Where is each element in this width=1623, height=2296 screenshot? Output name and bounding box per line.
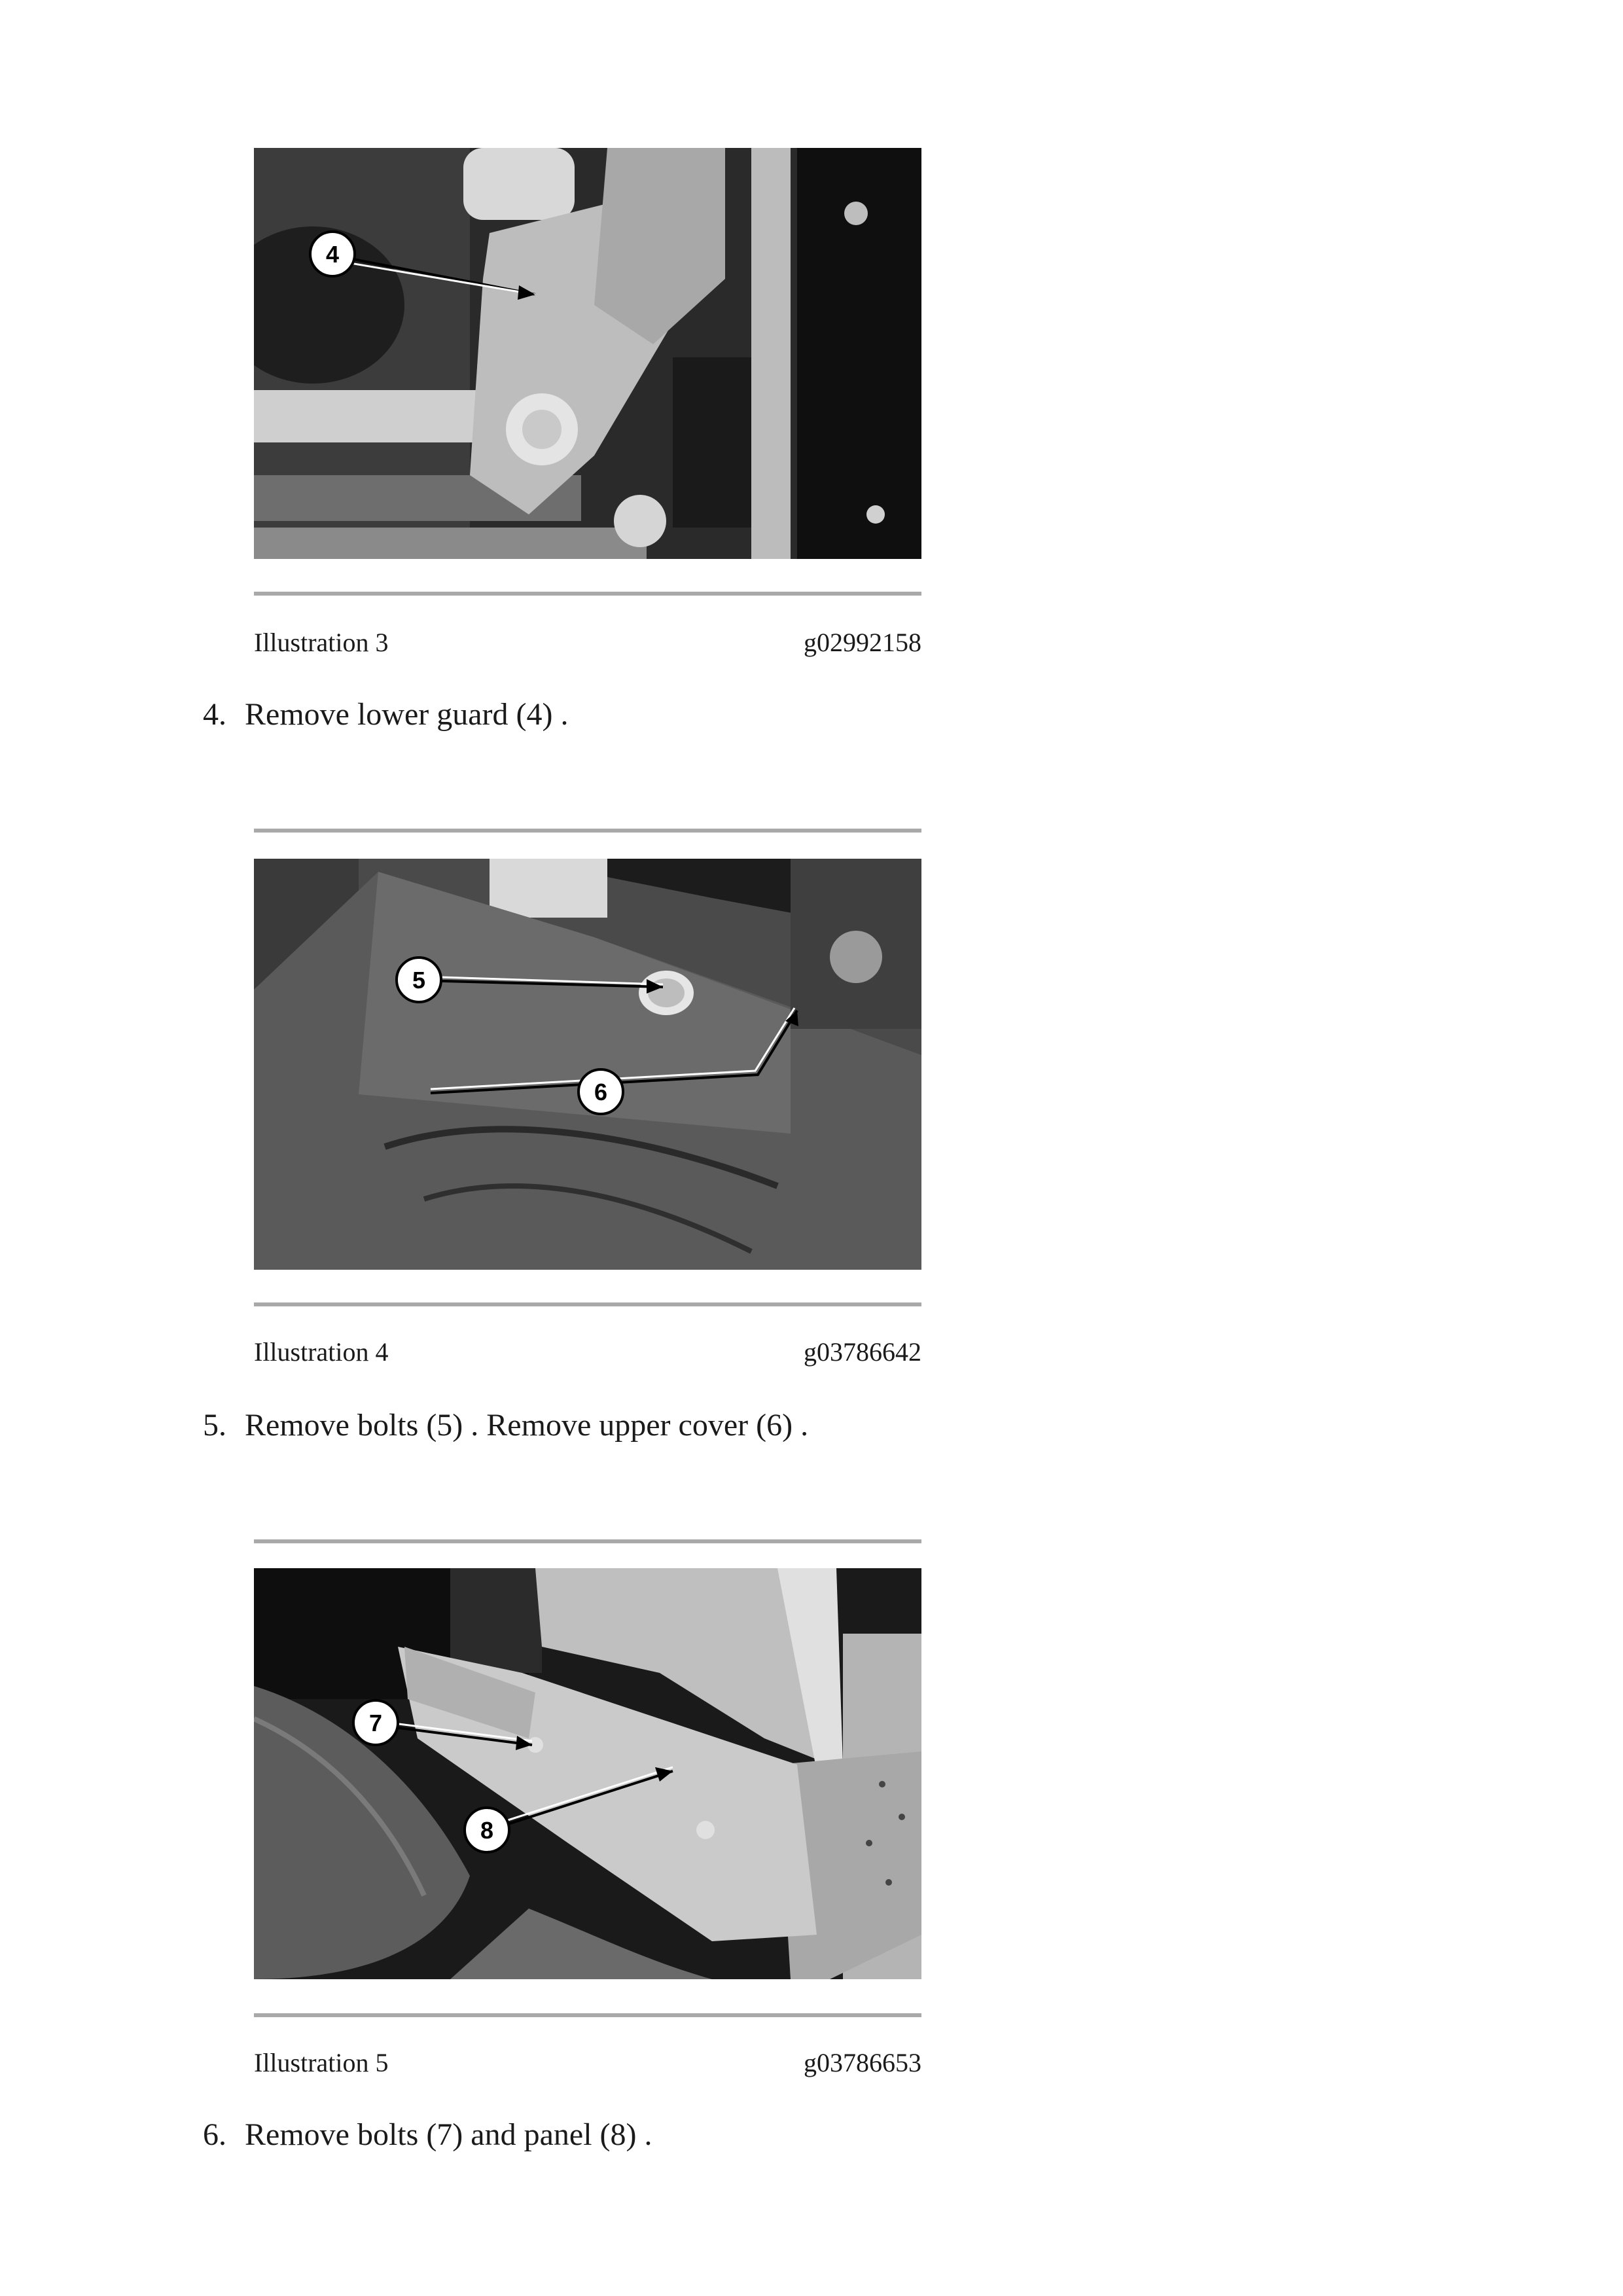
illustration-4-rule xyxy=(254,1302,921,1306)
step-5-number: 5. xyxy=(203,1408,226,1443)
illustration-3-code: g02992158 xyxy=(804,628,921,657)
illustration-5-photo xyxy=(254,1568,921,1979)
step-6-number: 6. xyxy=(203,2117,226,2152)
illustration-5-top-rule xyxy=(254,1539,921,1543)
illustration-5-code: g03786653 xyxy=(804,2048,921,2077)
illustration-3-photo xyxy=(254,148,921,559)
illustration-3-rule xyxy=(254,592,921,596)
callout-7-badge xyxy=(353,1700,398,1745)
illustration-5-rule xyxy=(254,2013,921,2017)
step-6-text: Remove bolts (7) and panel (8) . xyxy=(245,2117,652,2152)
illustration-3-label: Illustration 3 xyxy=(254,628,389,657)
step-4 xyxy=(203,696,569,733)
step-4-number: 4. xyxy=(203,697,226,732)
callout-7-label: 7 xyxy=(368,1710,383,1736)
callout-8-badge xyxy=(465,1808,509,1852)
step-5 xyxy=(203,1407,808,1444)
callout-5-label: 5 xyxy=(412,967,426,994)
callout-6-badge xyxy=(579,1069,623,1114)
callout-5-badge xyxy=(397,958,441,1002)
illustration-4-code: g03786642 xyxy=(804,1337,921,1367)
callout-4-badge xyxy=(310,232,355,276)
callout-6-label: 6 xyxy=(594,1079,608,1105)
illustration-4-top-rule xyxy=(254,829,921,833)
step-5-text: Remove bolts (5) . Remove upper cover (6) . xyxy=(245,1408,809,1443)
illustration-5-label: Illustration 5 xyxy=(254,2048,389,2077)
illustration-4-label: Illustration 4 xyxy=(254,1337,389,1367)
step-6 xyxy=(203,2117,652,2153)
callout-8-label: 8 xyxy=(480,1817,494,1844)
callout-4-label: 4 xyxy=(325,241,340,268)
step-4-text: Remove lower guard (4) . xyxy=(245,697,569,732)
illustration-4-photo xyxy=(254,859,921,1270)
